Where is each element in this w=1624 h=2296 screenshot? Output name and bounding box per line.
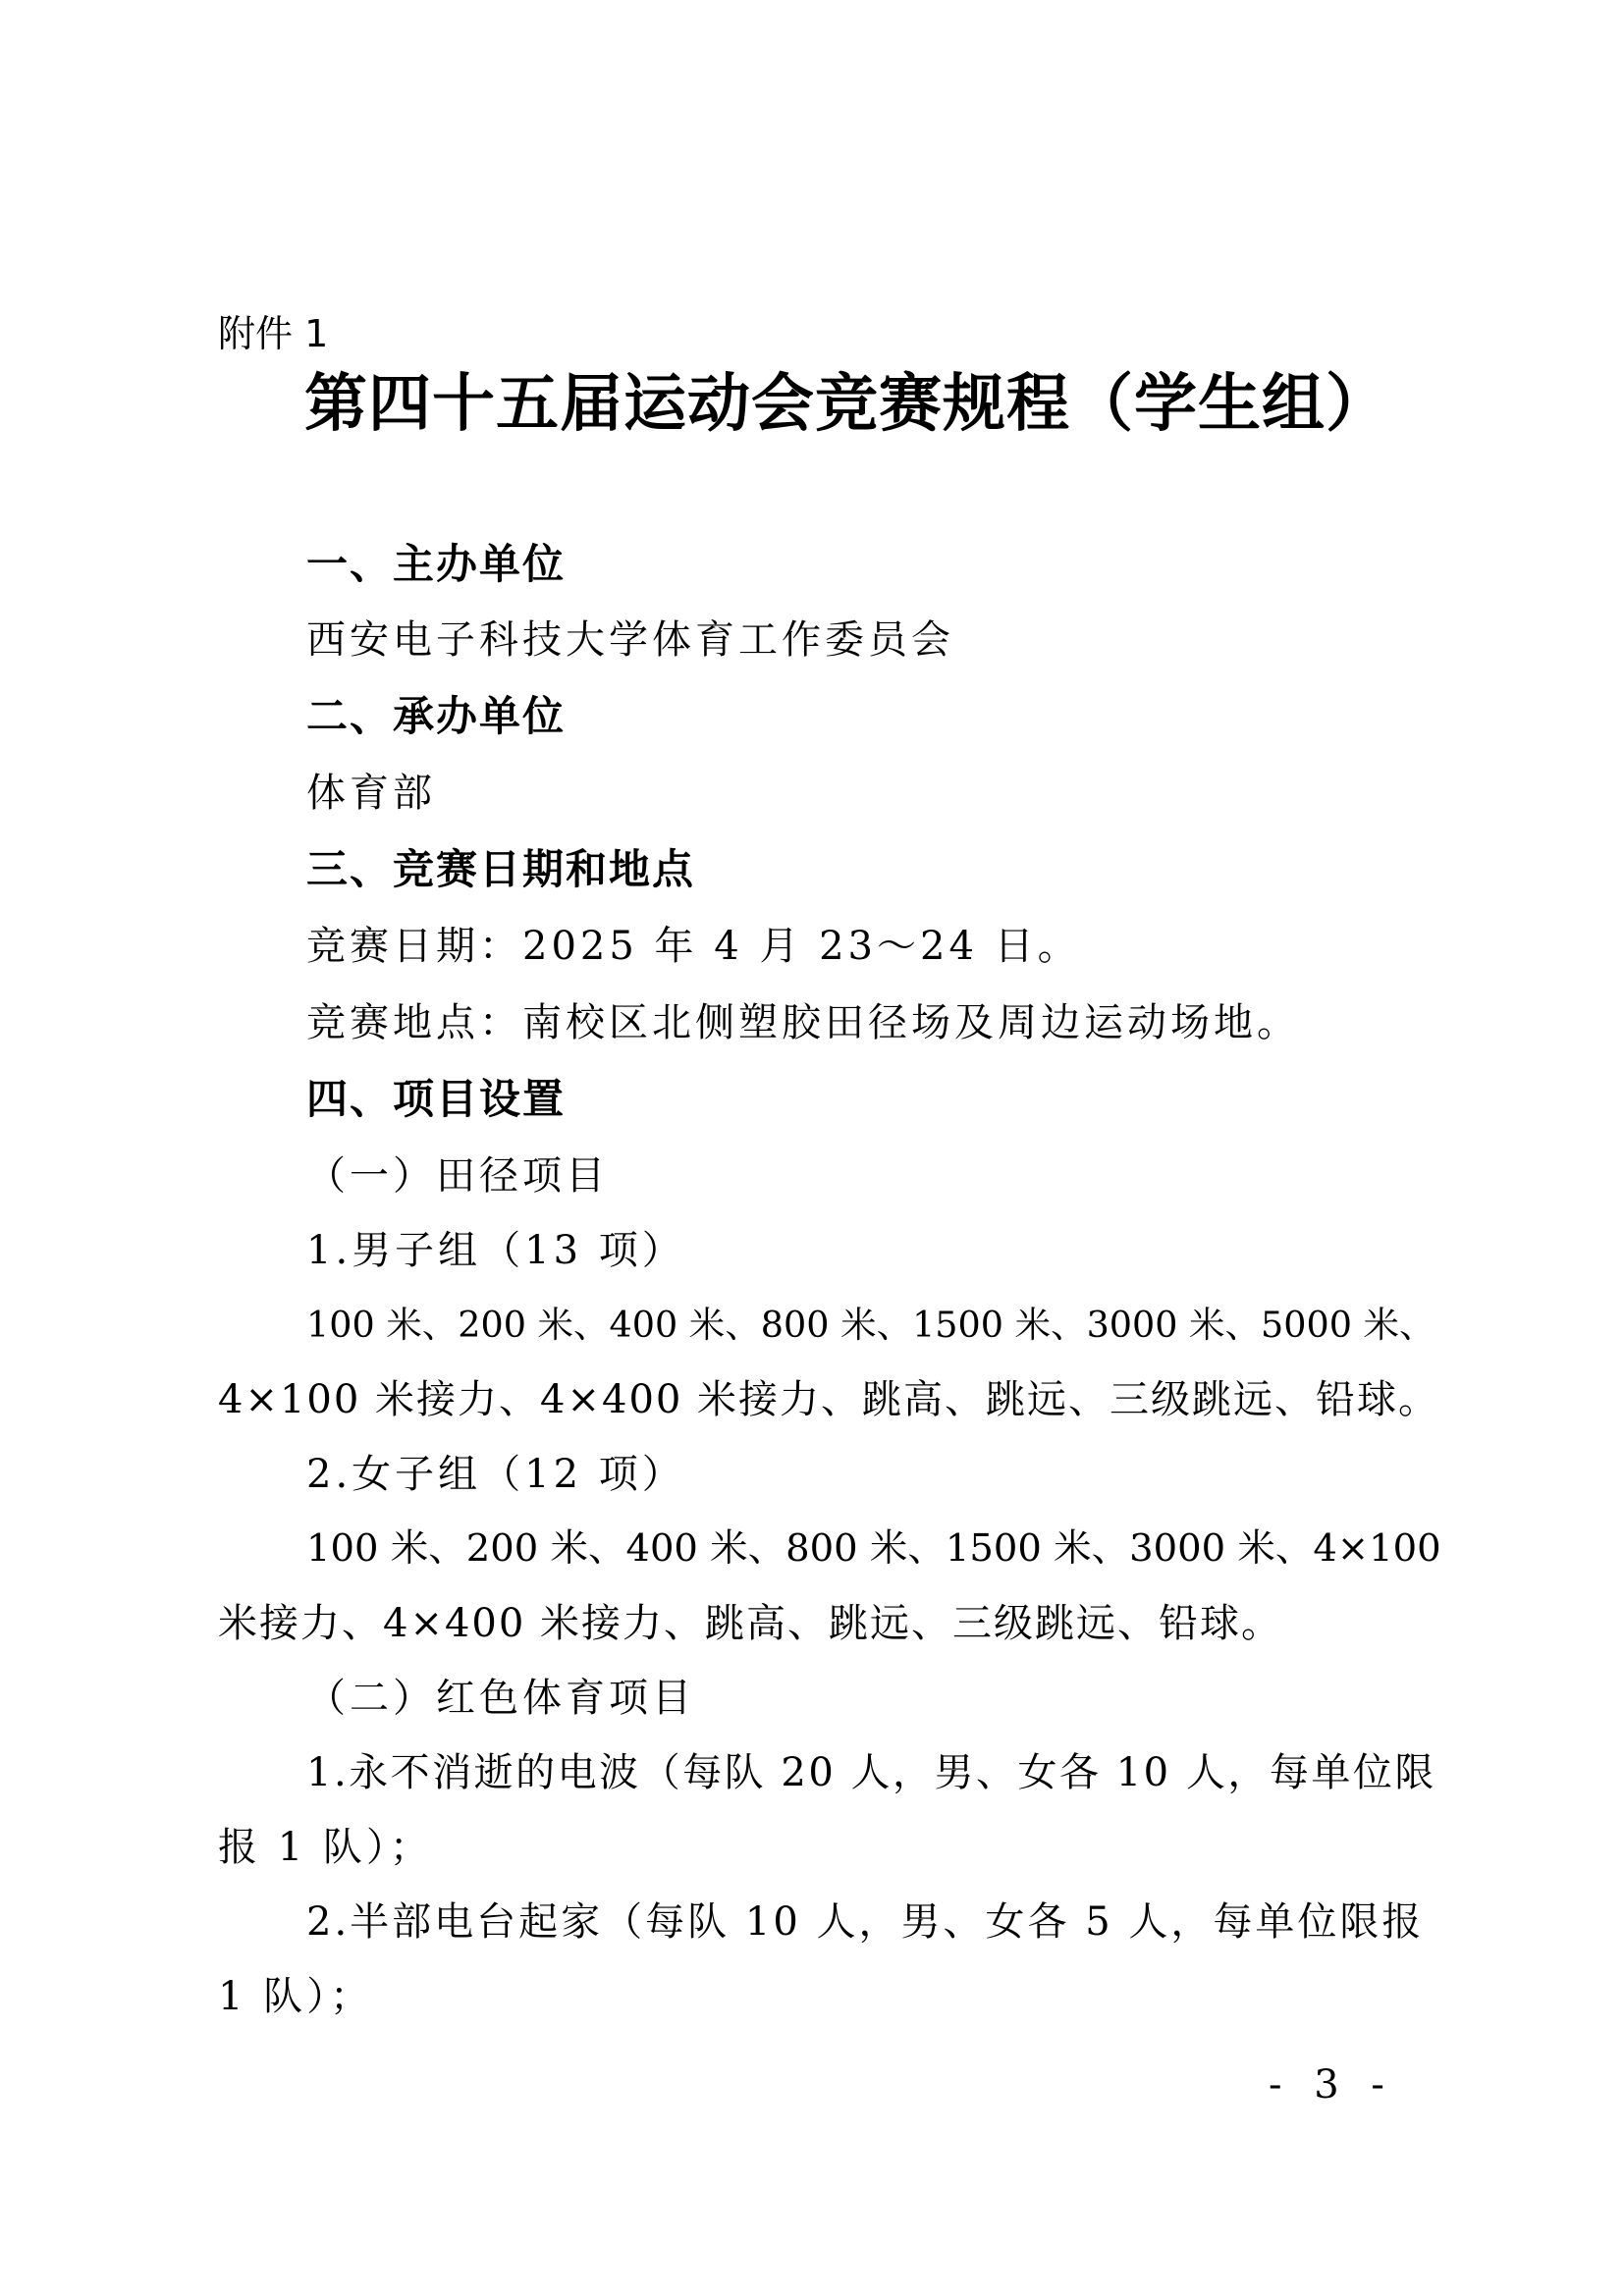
section-2-heading: 二、承办单位	[306, 692, 567, 740]
women-events-line-1: 100 米、200 米、400 米、800 米、1500 米、3000 米、4×100	[306, 1526, 1441, 1571]
page-number: - 3 -	[1269, 2062, 1394, 2108]
red-event-2-line-1: 2.半部电台起家（每队 10 人，男、女各 5 人，每单位限报	[306, 1899, 1425, 1945]
section-2-text: 体育部	[306, 771, 436, 816]
subsection-track-field: （一）田径项目	[306, 1153, 609, 1199]
competition-date: 竞赛日期：2025 年 4 月 23～24 日。	[306, 924, 1081, 969]
document-title: 第四十五届运动会竞赛规程（学生组）	[304, 367, 1389, 441]
section-4-heading: 四、项目设置	[306, 1075, 567, 1123]
competition-place: 竞赛地点：南校区北侧塑胶田径场及周边运动场地。	[306, 1000, 1300, 1045]
section-1-heading: 一、主办单位	[306, 540, 567, 588]
red-event-1-line-2: 报 1 队）；	[218, 1825, 433, 1870]
men-events-line-1: 100 米、200 米、400 米、800 米、1500 米、3000 米、5000 米、	[306, 1304, 1435, 1346]
red-event-2-line-2: 1 队）；	[218, 1974, 374, 2019]
section-3-heading: 三、竞赛日期和地点	[306, 845, 696, 893]
men-group-title: 1.男子组（13 项）	[306, 1228, 685, 1273]
women-group-title: 2.女子组（12 项）	[306, 1452, 685, 1497]
women-events-line-2: 米接力、4×400 米接力、跳高、跳远、三级跳远、铅球。	[218, 1601, 1283, 1646]
red-event-1-line-1: 1.永不消逝的电波（每队 20 人，男、女各 10 人，每单位限	[306, 1750, 1436, 1795]
subsection-red-sports: （二）红色体育项目	[306, 1676, 695, 1721]
section-1-text: 西安电子科技大学体育工作委员会	[306, 617, 954, 663]
attachment-label: 附件 1	[218, 312, 329, 355]
men-events-line-2: 4×100 米接力、4×400 米接力、跳高、跳远、三级跳远、铅球。	[218, 1377, 1440, 1422]
